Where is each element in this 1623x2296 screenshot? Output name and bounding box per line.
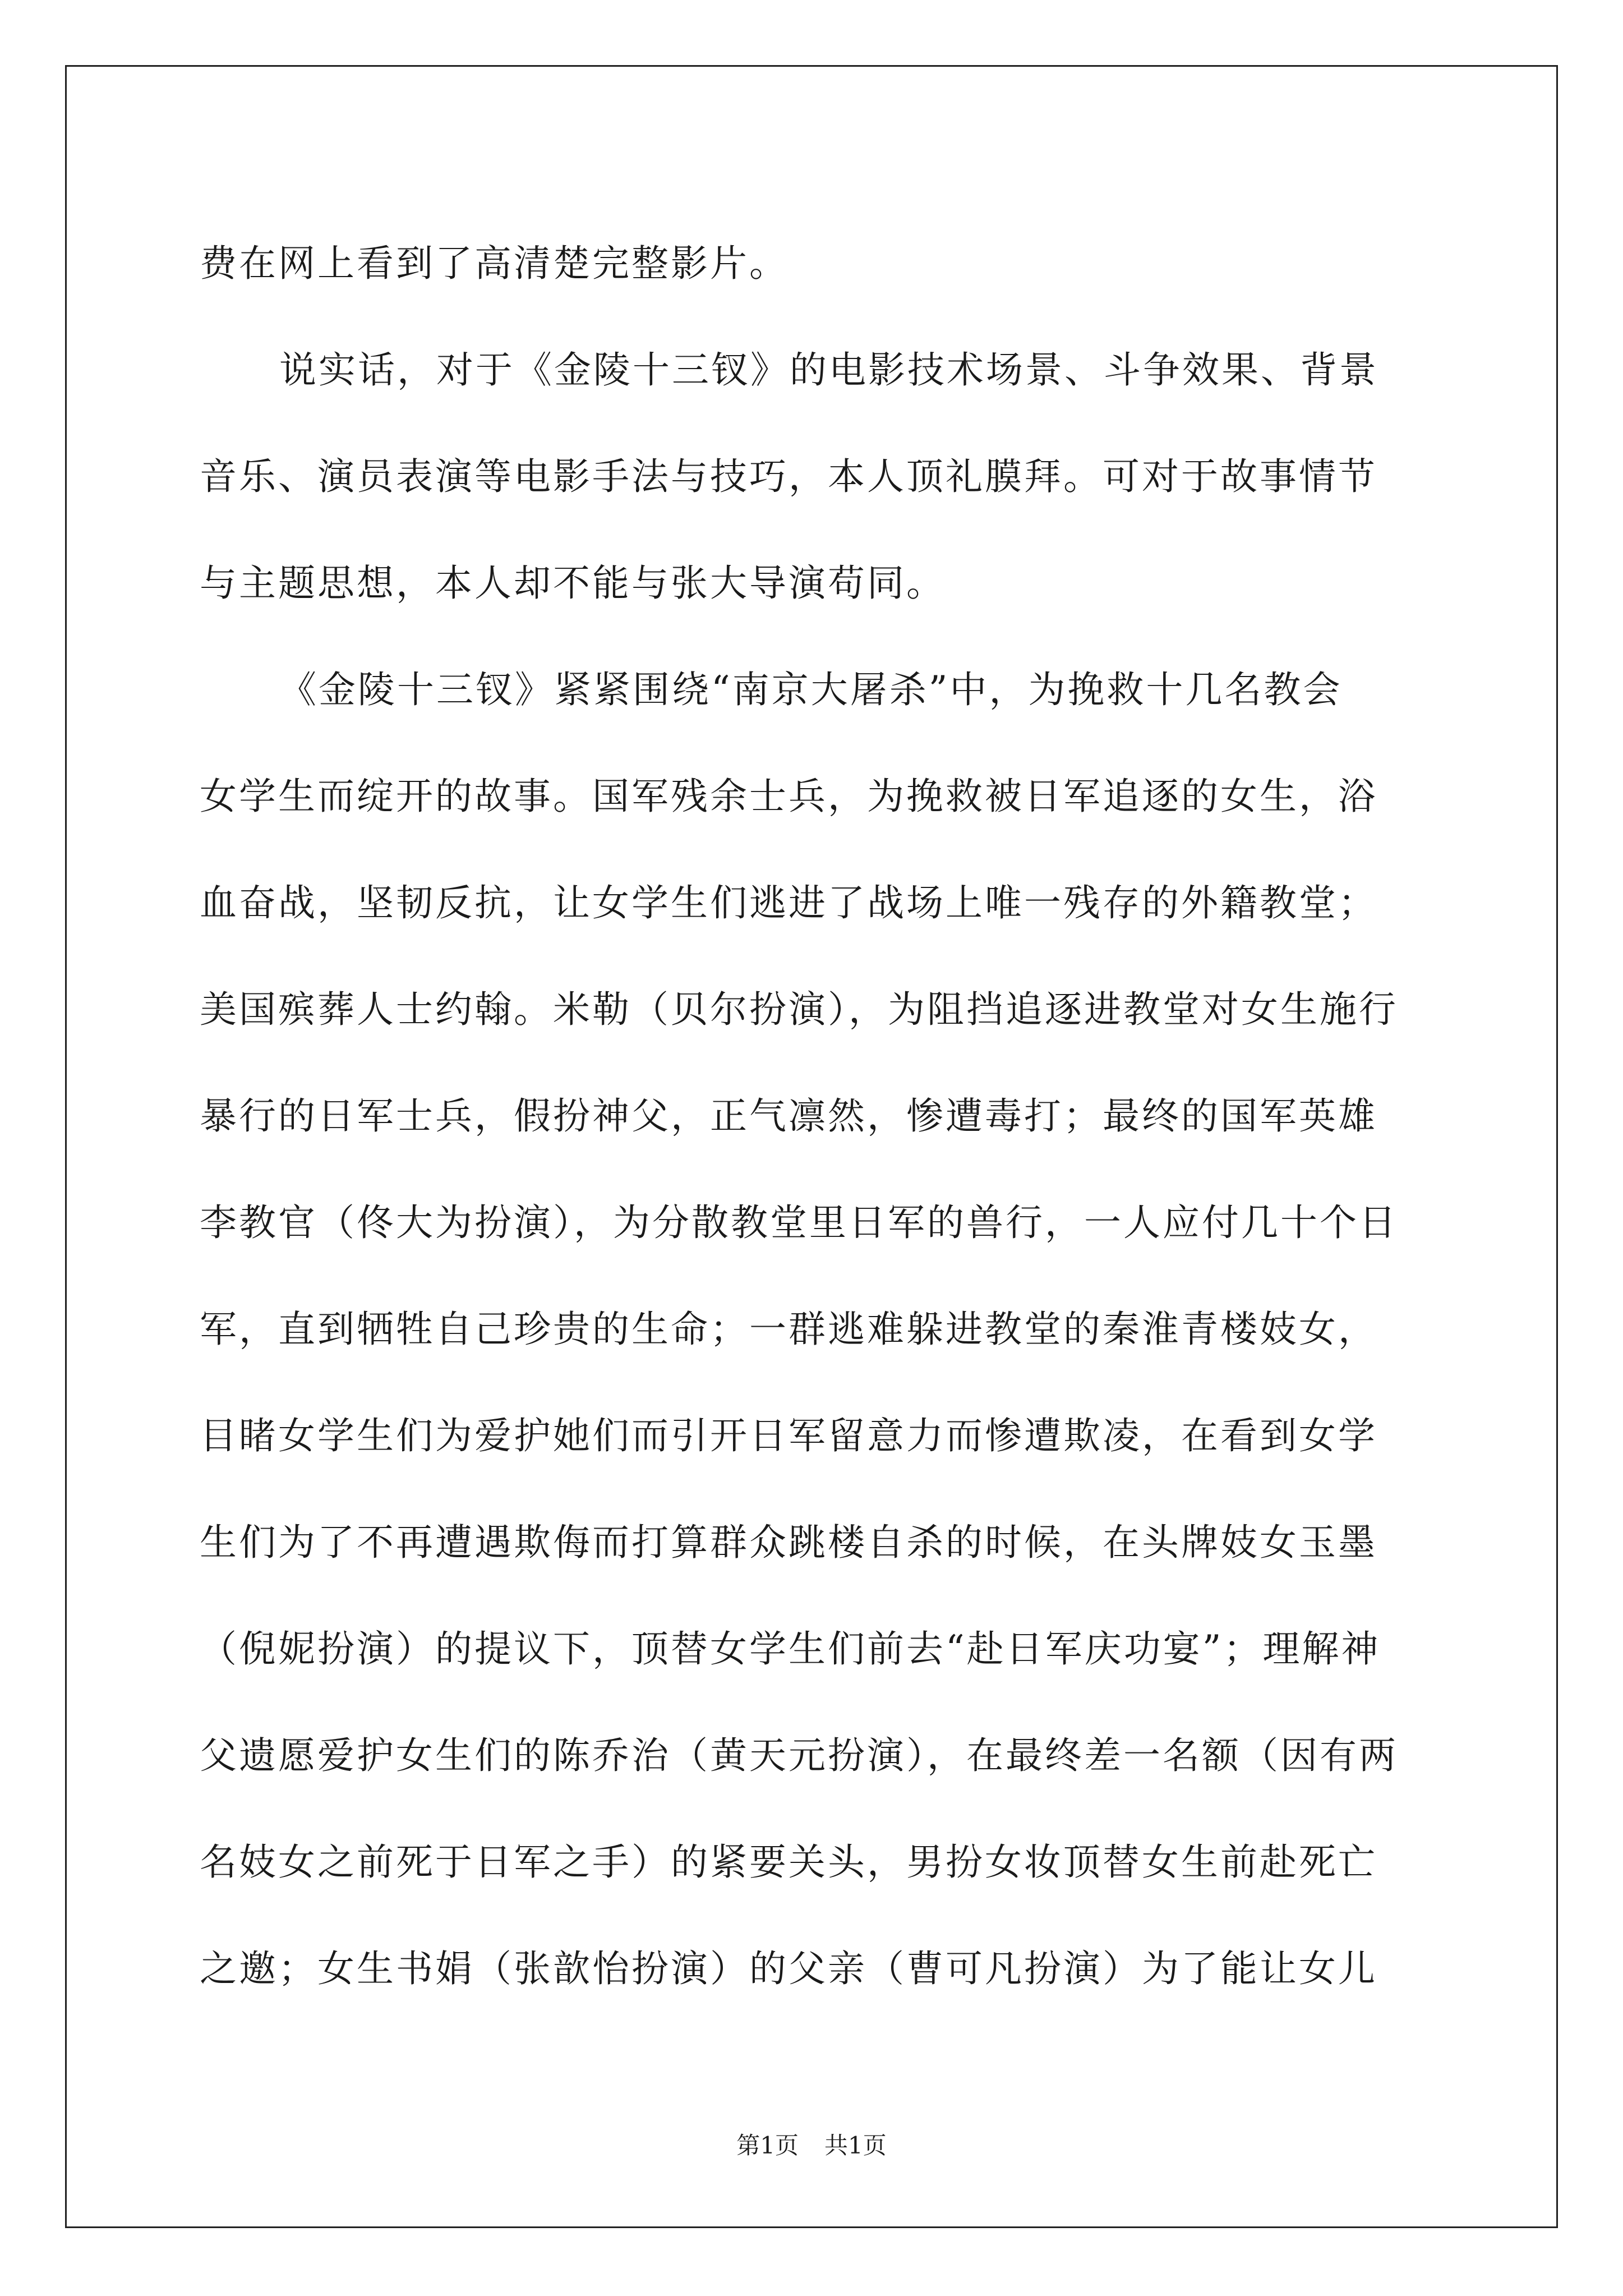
- text-line: 音乐、演员表演等电影手法与技巧，本人顶礼膜拜。可对于故事情节: [200, 455, 1377, 498]
- paragraph-start-line: 说实话，对于《金陵十三钗》的电影技术场景、斗争效果、背景: [279, 348, 1378, 392]
- paragraph-start-line: 《金陵十三钗》紧紧围绕“南京大屠杀”中，为挽救十几名教会: [279, 668, 1343, 711]
- page-total: 共1页: [824, 2132, 887, 2159]
- text-line: 暴行的日军士兵，假扮神父，正气凛然，惨遭毒打；最终的国军英雄: [200, 1094, 1377, 1138]
- text-line: （倪妮扮演）的提议下，顶替女学生们前去“赴日军庆功宴”；理解神: [200, 1627, 1381, 1671]
- page-footer: [0, 2129, 1623, 2162]
- text-line: 生们为了不再遭遇欺侮而打算群众跳楼自杀的时候，在头牌妓女玉墨: [200, 1521, 1377, 1564]
- text-line: 军，直到牺牲自己珍贵的生命；一群逃难躲进教堂的秦淮青楼妓女，: [200, 1308, 1377, 1351]
- text-line: 费在网上看到了高清楚完整影片。: [200, 242, 789, 285]
- text-line: 女学生而绽开的故事。国军残余士兵，为挽救被日军追逐的女生，浴: [200, 775, 1377, 818]
- text-line: 与主题思想，本人却不能与张大导演苟同。: [200, 562, 946, 605]
- document-body: [200, 210, 1428, 2022]
- text-line: 血奋战，坚韧反抗，让女学生们逃进了战场上唯一残存的外籍教堂；: [200, 881, 1377, 924]
- page-number: 第1页: [736, 2132, 799, 2159]
- text-line: 目睹女学生们为爱护她们而引开日军留意力而惨遭欺凌，在看到女学: [200, 1414, 1377, 1457]
- text-line: 父遗愿爱护女生们的陈乔治（黄天元扮演），在最终差一名额（因有两: [200, 1734, 1398, 1777]
- text-line: 名妓女之前死于日军之手）的紧要关头，男扮女妆顶替女生前赴死亡: [200, 1841, 1377, 1884]
- text-line: 美国殡葬人士约翰。米勒（贝尔扮演），为阻挡追逐进教堂对女生施行: [200, 988, 1398, 1031]
- text-line: 之邀；女生书娟（张歆怡扮演）的父亲（曹可凡扮演）为了能让女儿: [200, 1947, 1377, 1990]
- text-line: 李教官（佟大为扮演），为分散教堂里日军的兽行，一人应付几十个日: [200, 1201, 1398, 1244]
